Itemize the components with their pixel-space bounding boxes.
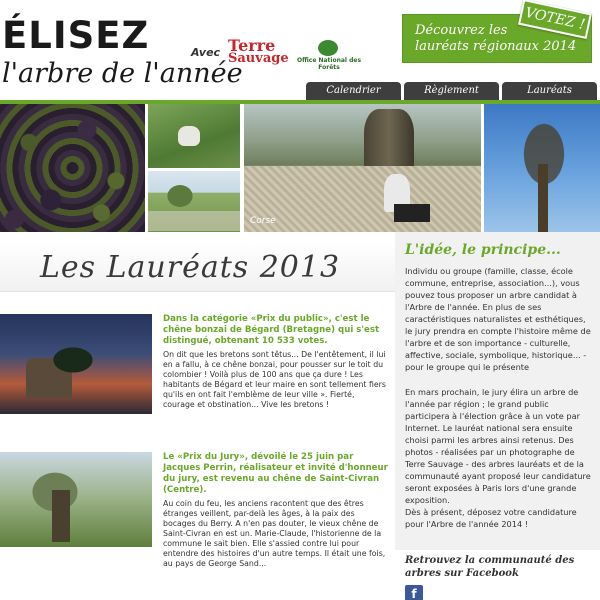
- oak-trunk-shape: [52, 490, 70, 542]
- photo-harvest: [244, 104, 481, 232]
- promo-text-line2: lauréats régionaux 2014: [415, 39, 577, 54]
- laureat-text: [163, 314, 388, 410]
- laureat-prix-jury: [0, 452, 395, 568]
- sidebar-paragraph-3: Dès à présent, déposez votre candidature pour l'Arbre de l'année 2014 !: [405, 507, 577, 529]
- promo-text-line1: Découvrez les: [415, 23, 508, 38]
- header: [0, 0, 600, 103]
- facebook-icon[interactable]: f: [405, 585, 423, 600]
- tree-trunk-shape: [538, 164, 548, 232]
- photo-olives: [0, 104, 145, 232]
- sidebar: [395, 232, 600, 600]
- photo-caption: Corse: [250, 216, 276, 226]
- nav-tab-laureats[interactable]: Lauréats: [502, 82, 597, 100]
- terre-sauvage-logo-line1: Terre: [228, 36, 276, 55]
- laureat-headline[interactable]: Dans la catégorie «Prix du public», c'est le chêne bonzai de Bégard (Bretagne) qui s'est distingué, obtenant 10 533 votes.: [163, 314, 380, 346]
- logo-title[interactable]: ÉLISEZ: [2, 14, 150, 57]
- laureat-photo-begard[interactable]: [0, 314, 152, 414]
- laureat-photo-saint-civran[interactable]: [0, 452, 152, 547]
- main-nav: [306, 82, 600, 100]
- harvest-crate-shape: [394, 204, 430, 222]
- votez-badge[interactable]: VOTEZ !: [518, 0, 592, 39]
- terre-sauvage-logo-line2: Sauvage: [228, 51, 289, 66]
- harvest-net-shape: [244, 166, 481, 232]
- photo-tree: [484, 104, 600, 232]
- avec-label: Avec: [191, 46, 221, 59]
- onf-logo[interactable]: [292, 40, 366, 70]
- laureat-prix-public: [0, 314, 395, 414]
- laureat-body: Au coin du feu, les anciens racontent que des êtres étranges veillent, par-delà les âges, à la paix des bocages du Berry. A n'en pas douter, le vieux chêne de Saint-Civran en est un. Marie-Claude, l'historienne de la commune le sait bien. Elle s'assied contre lui pour entendre des histoires d'un autre temps. Il était une fois, au pays de George Sand...: [163, 499, 386, 568]
- laureat-headline[interactable]: Le «Prix du Jury», dévoilé le 25 juin par Jacques Perrin, réalisateur et invité d'honneur du jury, est revenu au chêne de Saint-Civran (Centre).: [163, 452, 388, 495]
- onf-emblem-icon: [318, 40, 338, 56]
- orchard-tree-shape: [158, 177, 202, 215]
- main-content: [0, 232, 395, 600]
- nav-tab-reglement[interactable]: Règlement: [404, 82, 499, 100]
- orchard-net-shape: [148, 211, 240, 231]
- logo-subtitle[interactable]: l'arbre de l'année: [2, 58, 243, 89]
- bonsai-shape: [48, 344, 98, 376]
- laureat-text: [163, 452, 388, 569]
- cat-shape: [178, 126, 200, 146]
- photo-cat: [148, 104, 240, 168]
- nav-tab-calendrier[interactable]: Calendrier: [306, 82, 401, 100]
- section-title: Les Lauréats 2013: [40, 250, 341, 285]
- onf-logo-text: Office National des Forêts: [296, 57, 362, 71]
- terre-sauvage-logo[interactable]: [228, 36, 289, 66]
- sidebar-paragraph-1: Individu ou groupe (famille, classe, école commune, entreprise, association...), vous pouvez tous proposer un arbre candidat à l'Arbre de l'année. En plus de ses caractéristiques naturalistes et esthétiques, le jury prendra en compte l'histoire même de l'arbre et de son importance - culturelle, affective, sociale, symbolique, historique... - pour le groupe qui le présente: [405, 266, 591, 372]
- photo-orchard: [148, 171, 240, 232]
- facebook-box: [395, 550, 600, 600]
- photo-strip: [0, 104, 600, 232]
- laureat-body: On dit que les bretons sont têtus... De l'entêtement, il lui en a fallu, à ce chêne bonzai, pour pousser sur le toit du colombier ! Voilà plus de 100 ans que ça dure ! Les habitants de Bégard et leur maire en sont tellement fiers qu'ils en ont fait l'emblème de leur ville ». Fierté, courage et obstination... Vive les bretons !: [163, 350, 386, 409]
- sidebar-paragraph-2: En mars prochain, le jury élira un arbre de l'année par région ; le grand public participera à l'élection grâce à un vote par Internet. Le lauréat national sera ensuite choisi parmi les arbres ainsi retenus. Des photos - réalisées par un photographe de Terre Sauvage - des arbres lauréats et de la communauté ayant proposé leur candidature seront exposées à Paris lors d'une grande exposition.: [405, 387, 591, 505]
- facebook-title[interactable]: Retrouvez la communauté des arbres sur Facebook: [405, 555, 575, 579]
- sidebar-title: L'idée, le principe...: [405, 242, 561, 258]
- section-title-banner: [0, 242, 395, 292]
